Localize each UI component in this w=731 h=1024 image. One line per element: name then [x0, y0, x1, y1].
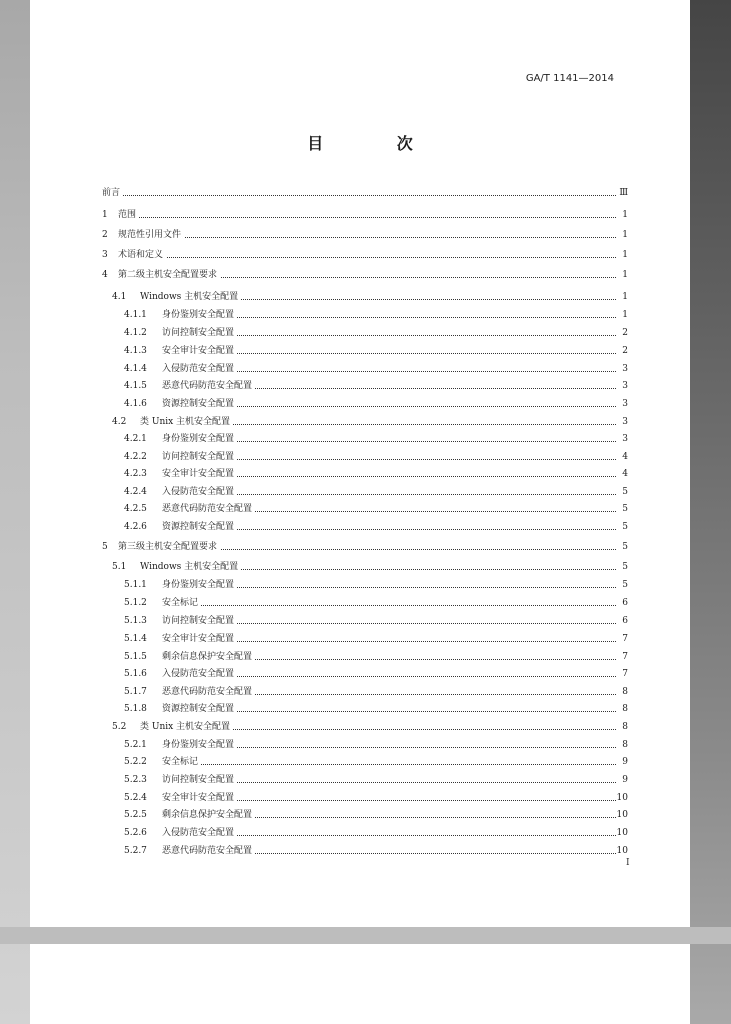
toc-entry-page: 1	[622, 210, 628, 220]
toc-entry-number: 5.2.7	[124, 846, 147, 856]
toc-entry[interactable]	[102, 185, 628, 202]
toc-entry-title: 恶意代码防范安全配置	[162, 843, 255, 860]
toc-entry-title: 安全审计安全配置	[162, 631, 237, 648]
toc-entry-title: 资源控制安全配置	[162, 396, 237, 413]
toc-entry[interactable]	[102, 595, 628, 612]
toc-entry[interactable]	[102, 684, 628, 701]
toc-leader-dots	[118, 237, 616, 238]
toc-entry-title: 类 Unix 主机安全配置	[140, 414, 233, 431]
toc-entry[interactable]	[102, 267, 628, 284]
toc-entry[interactable]	[102, 414, 628, 431]
toc-entry-title: 身份鉴别安全配置	[162, 431, 237, 448]
toc-entry-title: 访问控制安全配置	[162, 772, 237, 789]
toc-leader-dots	[118, 217, 616, 218]
toc-entry[interactable]	[102, 307, 628, 324]
toc-entry[interactable]	[102, 539, 628, 556]
toc-entry-title: 术语和定义	[118, 247, 166, 264]
toc-entry-number: 4.1.3	[124, 346, 147, 356]
toc-entry-number: 5.1.6	[124, 669, 147, 679]
toc-entry[interactable]	[102, 449, 628, 466]
toc-entry[interactable]	[102, 754, 628, 771]
toc-entry-title: 访问控制安全配置	[162, 613, 237, 630]
toc-entry[interactable]	[102, 519, 628, 536]
toc-entry[interactable]	[102, 825, 628, 842]
toc-entry-page: 6	[622, 598, 628, 608]
toc-entry-number: 4.2.6	[124, 522, 147, 532]
toc-leader-dots	[162, 764, 616, 765]
toc-entry-page: 1	[622, 310, 628, 320]
toc-entry-title: 入侵防范安全配置	[162, 484, 237, 501]
toc-entry-title: 访问控制安全配置	[162, 449, 237, 466]
toc-entry-page: 5	[622, 504, 628, 514]
toc-entry-title: Windows 主机安全配置	[140, 289, 241, 306]
toc-entry-title: 访问控制安全配置	[162, 325, 237, 342]
toc-entry-page: Ⅲ	[619, 188, 628, 198]
toc-entry-number: 5	[102, 542, 108, 552]
toc-entry-page: 8	[622, 687, 628, 697]
toc-entry-page: 1	[622, 250, 628, 260]
toc-entry-page: 3	[622, 417, 628, 427]
toc-entry[interactable]	[102, 289, 628, 306]
toc-entry[interactable]	[102, 227, 628, 244]
toc-entry-page: 7	[622, 669, 628, 679]
toc-entry-page: 4	[622, 452, 628, 462]
toc-entry-number: 5.1.7	[124, 687, 147, 697]
toc-entry-title: 资源控制安全配置	[162, 701, 237, 718]
toc-entry-page: 3	[622, 381, 628, 391]
toc-entry[interactable]	[102, 207, 628, 224]
toc-entry[interactable]	[102, 577, 628, 594]
toc-entry-title: 入侵防范安全配置	[162, 361, 237, 378]
toc-entry-page: 3	[622, 364, 628, 374]
toc-entry[interactable]	[102, 737, 628, 754]
toc-entry-number: 4.1.6	[124, 399, 147, 409]
toc-entry[interactable]	[102, 501, 628, 518]
toc-entry[interactable]	[102, 613, 628, 630]
toc-entry[interactable]	[102, 666, 628, 683]
toc-entry-number: 5.2	[112, 722, 127, 732]
next-document-page	[30, 944, 690, 1024]
toc-entry-title: 入侵防范安全配置	[162, 666, 237, 683]
viewer-background-left	[0, 0, 30, 1024]
toc-entry-title: 身份鉴别安全配置	[162, 737, 237, 754]
toc-entry-number: 5.1.3	[124, 616, 147, 626]
toc-entry-page: 5	[622, 580, 628, 590]
page-separator	[0, 927, 731, 944]
document-page	[30, 0, 690, 927]
toc-entry-number: 5.1.4	[124, 634, 147, 644]
toc-entry-page: 3	[622, 434, 628, 444]
toc-entry[interactable]	[102, 343, 628, 360]
toc-entry-title: 身份鉴别安全配置	[162, 307, 237, 324]
standard-number: GA/T 1141—2014	[525, 73, 614, 84]
toc-entry-title: 安全标记	[162, 754, 201, 771]
toc-entry-page: 10	[616, 810, 628, 820]
toc-entry-page: 1	[622, 270, 628, 280]
toc-entry-number: 4.2.4	[124, 487, 147, 497]
toc-entry-page: 8	[622, 704, 628, 714]
toc-entry-number: 3	[102, 250, 108, 260]
toc-entry-page: 5	[622, 487, 628, 497]
viewer-scrollbar-track[interactable]	[690, 0, 731, 1024]
toc-entry-page: 8	[622, 722, 628, 732]
toc-entry-number: 5.1.1	[124, 580, 147, 590]
toc-leader-dots	[162, 605, 616, 606]
toc-entry-title: 身份鉴别安全配置	[162, 577, 237, 594]
toc-entry-title: 入侵防范安全配置	[162, 825, 237, 842]
toc-leader-dots	[118, 257, 616, 258]
toc-entry-page: 9	[622, 757, 628, 767]
toc-entry-page: 7	[622, 652, 628, 662]
toc-entry-page: 8	[622, 740, 628, 750]
toc-entry-number: 4.1.2	[124, 328, 147, 338]
toc-entry[interactable]	[102, 247, 628, 264]
toc-entry-page: 5	[622, 522, 628, 532]
toc-entry-title: 规范性引用文件	[118, 227, 184, 244]
toc-entry-page: 6	[622, 616, 628, 626]
toc-entry-title: 剩余信息保护安全配置	[162, 807, 255, 824]
toc-entry-number: 5.1.8	[124, 704, 147, 714]
toc-entry-page: 2	[622, 346, 628, 356]
toc-entry-title: 安全审计安全配置	[162, 466, 237, 483]
toc-entry[interactable]	[102, 790, 628, 807]
toc-entry-number: 4.2.2	[124, 452, 147, 462]
toc-entry-number: 5.2.3	[124, 775, 147, 785]
toc-entry-title: 范围	[118, 207, 139, 224]
toc-entry-number: 4.2.1	[124, 434, 147, 444]
toc-entry-number: 5.1.5	[124, 652, 147, 662]
toc-entry-number: 5.1	[112, 562, 127, 572]
toc-entry-page: 5	[622, 562, 628, 572]
toc-entry-number: 4.2.5	[124, 504, 147, 514]
toc-entry-title: 安全审计安全配置	[162, 790, 237, 807]
toc-entry-page: 1	[622, 230, 628, 240]
page-number: I	[626, 858, 630, 868]
toc-entry-page: 3	[622, 399, 628, 409]
toc-entry[interactable]	[102, 466, 628, 483]
toc-entry-number: 5.2.6	[124, 828, 147, 838]
toc-entry-page: 10	[616, 793, 628, 803]
toc-entry-title: 第二级主机安全配置要求	[118, 267, 220, 284]
toc-entry[interactable]	[102, 719, 628, 736]
toc-entry-number: 1	[102, 210, 108, 220]
toc-entry[interactable]	[102, 807, 628, 824]
toc-entry[interactable]	[102, 484, 628, 501]
toc-entry-number: 5.1.2	[124, 598, 147, 608]
toc-entry-number: 5.2.1	[124, 740, 147, 750]
toc-entry-title: 安全审计安全配置	[162, 343, 237, 360]
toc-entry-title: 恶意代码防范安全配置	[162, 378, 255, 395]
toc-entry[interactable]	[102, 701, 628, 718]
toc-entry-title: 剩余信息保护安全配置	[162, 649, 255, 666]
toc-entry[interactable]	[102, 396, 628, 413]
toc-entry-number: 5.2.5	[124, 810, 147, 820]
toc-entry-page: 5	[622, 542, 628, 552]
toc-entry-title: 类 Unix 主机安全配置	[140, 719, 233, 736]
toc-entry-number: 4.1.4	[124, 364, 147, 374]
toc-entry[interactable]	[102, 431, 628, 448]
toc-entry-page: 4	[622, 469, 628, 479]
toc-entry[interactable]	[102, 843, 628, 860]
toc-entry-title: 恶意代码防范安全配置	[162, 684, 255, 701]
toc-entry-title: 安全标记	[162, 595, 201, 612]
toc-entry-title: 资源控制安全配置	[162, 519, 237, 536]
toc-entry-number: 2	[102, 230, 108, 240]
toc-entry[interactable]	[102, 378, 628, 395]
toc-entry-page: 9	[622, 775, 628, 785]
toc-entry-number: 5.2.4	[124, 793, 147, 803]
toc-entry-page: 2	[622, 328, 628, 338]
toc-entry-page: 7	[622, 634, 628, 644]
page-title: 目 次	[307, 134, 447, 153]
toc-entry-title: 第三级主机安全配置要求	[118, 539, 220, 556]
toc-entry[interactable]	[102, 559, 628, 576]
toc-leader-dots	[102, 195, 616, 196]
toc-entry-title: Windows 主机安全配置	[140, 559, 241, 576]
toc-entry-page: 10	[616, 828, 628, 838]
toc-entry-page: 1	[622, 292, 628, 302]
toc-entry[interactable]	[102, 361, 628, 378]
toc-entry[interactable]	[102, 772, 628, 789]
toc-entry-number: 4.2	[112, 417, 127, 427]
toc-entry-number: 4	[102, 270, 108, 280]
toc-entry-page: 10	[616, 846, 628, 856]
toc-entry-title: 恶意代码防范安全配置	[162, 501, 255, 518]
toc-entry-number: 4.1	[112, 292, 127, 302]
toc-entry[interactable]	[102, 649, 628, 666]
toc-entry[interactable]	[102, 631, 628, 648]
toc-entry-number: 5.2.2	[124, 757, 147, 767]
toc-entry-number: 4.2.3	[124, 469, 147, 479]
toc-entry-number: 4.1.1	[124, 310, 147, 320]
toc-entry[interactable]	[102, 325, 628, 342]
toc-entry-number: 4.1.5	[124, 381, 147, 391]
toc-entry-title: 前言	[102, 185, 123, 202]
